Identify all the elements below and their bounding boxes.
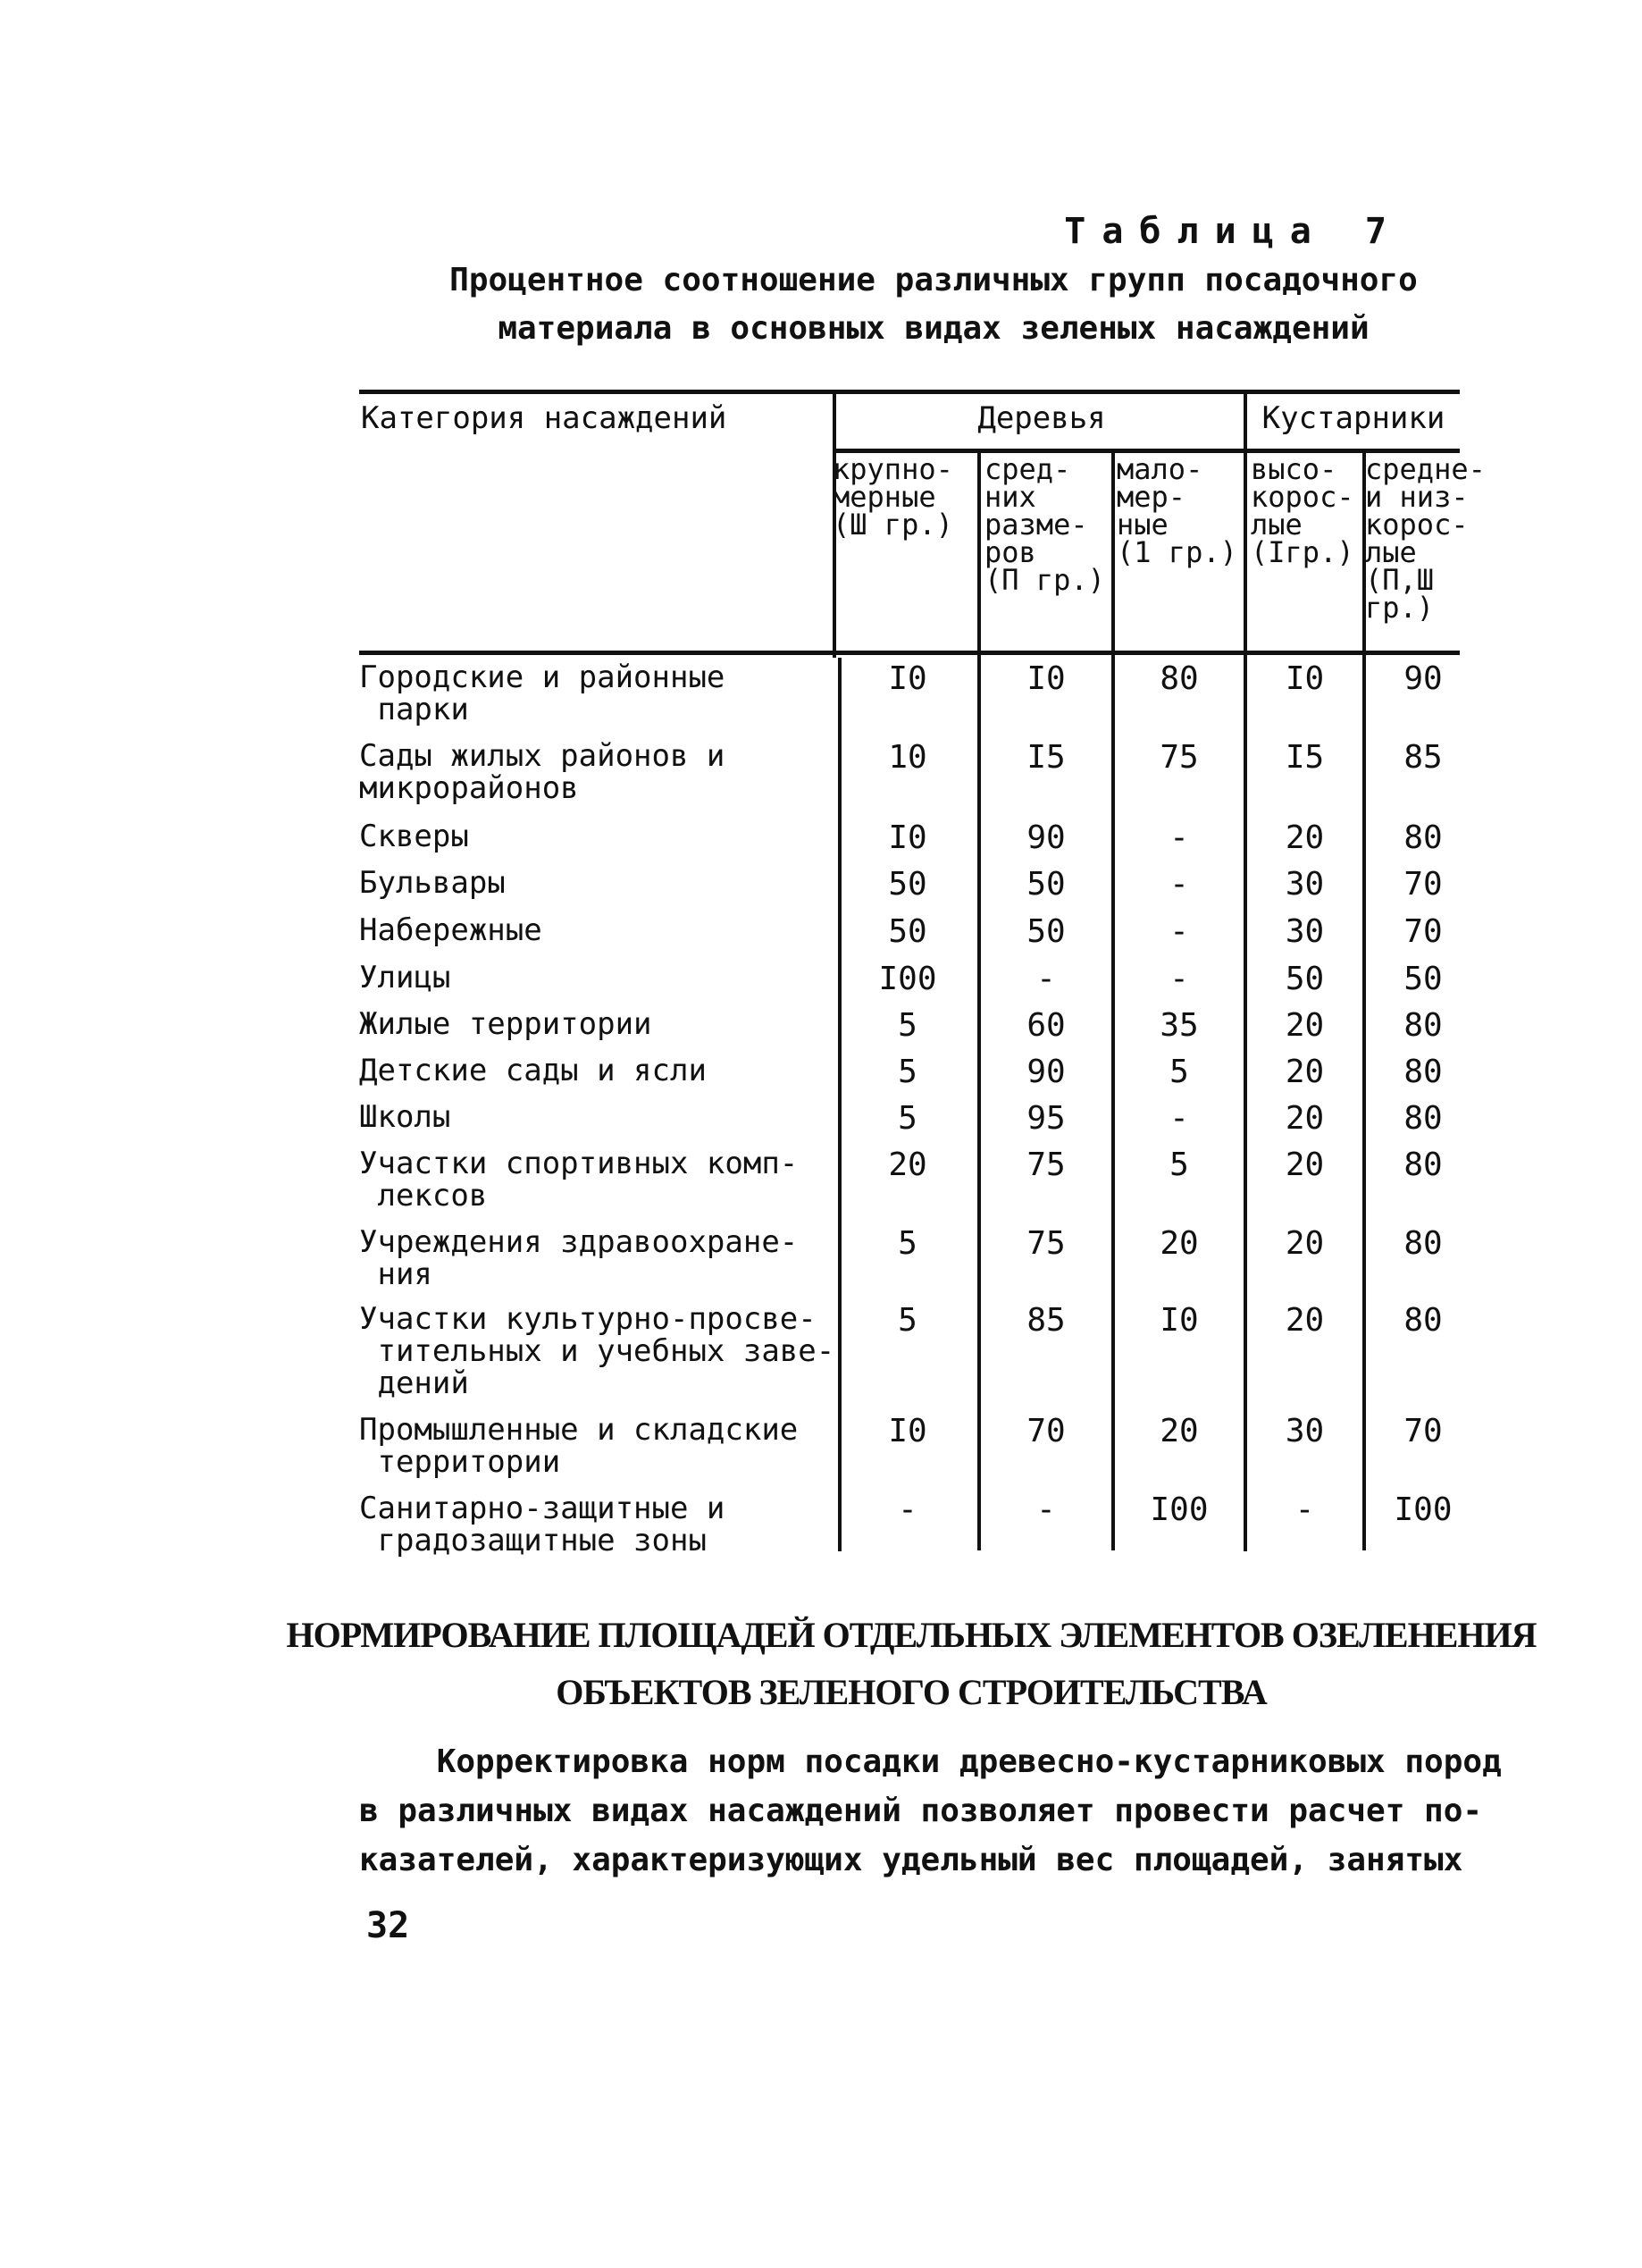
cell-tall-shrubs: 20	[1285, 1054, 1325, 1090]
cell-medium-trees: I5	[1026, 739, 1066, 776]
cell-tall-shrubs: 20	[1285, 1007, 1325, 1044]
cell-small-trees: 5	[1169, 1054, 1189, 1090]
subheader-tall-shrubs: высо- корос- лые (Iгр.)	[1251, 452, 1354, 569]
cell-large-trees: I0	[888, 819, 927, 856]
cell-low-shrubs: 80	[1403, 1100, 1443, 1137]
cell-low-shrubs: 70	[1403, 866, 1443, 903]
cell-small-trees: -	[1169, 1100, 1189, 1137]
row-category: Участки спортивных комп- лексов	[359, 1146, 799, 1214]
section-heading-line-2: ОБЪЕКТОВ ЗЕЛЕНОГО СТРОИТЕЛЬСТВА	[556, 1672, 1267, 1712]
subheader-medium-low-shrubs: средне- и низ- корос- лые (П,Ш гр.)	[1365, 452, 1486, 625]
cell-small-trees: 35	[1160, 1007, 1199, 1044]
cell-medium-trees: 50	[1026, 866, 1066, 903]
row-category: Набережные	[359, 912, 542, 948]
cell-low-shrubs: 50	[1403, 961, 1443, 997]
subheader-small-trees: мало- мер- ные (1 гр.)	[1117, 452, 1237, 569]
cell-large-trees: 5	[898, 1054, 917, 1090]
cell-large-trees: 5	[898, 1100, 917, 1137]
cell-small-trees: 80	[1160, 660, 1199, 697]
cell-large-trees: I0	[888, 660, 927, 697]
table-caption-line-1: Процентное соотношение различных групп посадочного	[449, 262, 1418, 298]
cell-medium-trees: 75	[1026, 1147, 1066, 1183]
row-category: Санитарно-защитные и градозащитные зоны	[359, 1491, 725, 1558]
cell-tall-shrubs: 20	[1285, 1147, 1325, 1183]
table-vline-col1	[977, 451, 981, 1550]
cell-small-trees: 20	[1160, 1413, 1199, 1449]
cell-large-trees: 50	[888, 913, 927, 950]
cell-tall-shrubs: 50	[1285, 961, 1325, 997]
cell-low-shrubs: 80	[1403, 1147, 1443, 1183]
cell-low-shrubs: 80	[1403, 1225, 1443, 1262]
table-number: Таблица 7	[1064, 211, 1403, 252]
cell-tall-shrubs: 20	[1285, 1225, 1325, 1262]
table-top-rule	[359, 390, 1460, 394]
cell-medium-trees: 50	[1026, 913, 1066, 950]
cell-small-trees: I00	[1150, 1491, 1209, 1528]
cell-large-trees: 5	[898, 1007, 917, 1044]
cell-small-trees: -	[1169, 961, 1189, 997]
cell-small-trees: -	[1169, 913, 1189, 950]
row-category: Промышленные и складские территории	[359, 1412, 799, 1480]
paragraph-line-2: в различных видах насаждений позволяет провести расчет по-	[359, 1793, 1483, 1829]
cell-large-trees: 5	[898, 1302, 917, 1339]
cell-tall-shrubs: 30	[1285, 913, 1325, 950]
cell-medium-trees: 90	[1026, 1054, 1066, 1090]
cell-low-shrubs: 80	[1403, 1007, 1443, 1044]
cell-low-shrubs: 85	[1403, 739, 1443, 776]
row-category: Сады жилых районов и микрорайонов	[359, 738, 725, 806]
cell-large-trees: -	[898, 1491, 917, 1528]
cell-medium-trees: 85	[1026, 1302, 1066, 1339]
cell-tall-shrubs: I5	[1285, 739, 1325, 776]
table-header-rule	[359, 651, 1460, 655]
row-category: Участки культурно-просве- тительных и учебных заве- дений	[359, 1301, 835, 1401]
cell-medium-trees: 70	[1026, 1413, 1066, 1449]
cell-small-trees: I0	[1160, 1302, 1199, 1339]
cell-low-shrubs: 80	[1403, 819, 1443, 856]
cell-tall-shrubs: 20	[1285, 819, 1325, 856]
table-vline-col2	[1111, 451, 1115, 1550]
table-caption-line-2: материала в основных видах зеленых насаждений	[498, 310, 1370, 347]
row-category: Улицы	[359, 960, 451, 995]
cell-low-shrubs: 90	[1403, 660, 1443, 697]
cell-medium-trees: 95	[1026, 1100, 1066, 1137]
page-number: 32	[366, 1905, 410, 1946]
cell-small-trees: 20	[1160, 1225, 1199, 1262]
subheader-large-trees: крупно- мерные (Ш гр.)	[833, 452, 953, 542]
cell-medium-trees: -	[1036, 1491, 1056, 1528]
row-category: Городские и районные парки	[359, 659, 725, 727]
row-category: Учреждения здравоохране- ния	[359, 1224, 799, 1292]
row-category: Скверы	[359, 819, 469, 854]
row-category: Школы	[359, 1099, 451, 1135]
cell-large-trees: 10	[888, 739, 927, 776]
cell-large-trees: 50	[888, 866, 927, 903]
cell-tall-shrubs: 20	[1285, 1302, 1325, 1339]
cell-tall-shrubs: 30	[1285, 1413, 1325, 1449]
cell-large-trees: I0	[888, 1413, 927, 1449]
cell-low-shrubs: 80	[1403, 1054, 1443, 1090]
cell-large-trees: I00	[878, 961, 937, 997]
row-category: Бульвары	[359, 865, 506, 901]
cell-tall-shrubs: 30	[1285, 866, 1325, 903]
paragraph-line-1: Корректировка норм посадки древесно-кустарниковых пород	[359, 1743, 1502, 1780]
cell-low-shrubs: 70	[1403, 1413, 1443, 1449]
cell-tall-shrubs: -	[1294, 1491, 1315, 1528]
cell-medium-trees: I0	[1026, 660, 1066, 697]
row-category: Детские сады и ясли	[359, 1053, 707, 1088]
cell-medium-trees: 90	[1026, 819, 1066, 856]
cell-low-shrubs: 80	[1403, 1302, 1443, 1339]
cell-medium-trees: 75	[1026, 1225, 1066, 1262]
header-trees: Деревья	[977, 400, 1106, 436]
row-category: Жилые территории	[359, 1006, 652, 1042]
cell-medium-trees: 60	[1026, 1007, 1066, 1044]
cell-tall-shrubs: 20	[1285, 1100, 1325, 1137]
cell-small-trees: -	[1169, 866, 1189, 903]
cell-tall-shrubs: I0	[1285, 660, 1325, 697]
cell-large-trees: 20	[888, 1147, 927, 1183]
section-heading-line-1: НОРМИРОВАНИЕ ПЛОЩАДЕЙ ОТДЕЛЬНЫХ ЭЛЕМЕНТОВ ОЗЕЛЕНЕНИЯ	[286, 1615, 1537, 1655]
paragraph-line-3: казателей, характеризующих удельный вес площадей, занятых	[359, 1842, 1463, 1878]
cell-low-shrubs: 70	[1403, 913, 1443, 950]
cell-small-trees: 75	[1160, 739, 1199, 776]
cell-low-shrubs: I00	[1394, 1491, 1453, 1528]
cell-small-trees: -	[1169, 819, 1189, 856]
cell-small-trees: 5	[1169, 1147, 1189, 1183]
cell-large-trees: 5	[898, 1225, 917, 1262]
subheader-medium-trees: сред- них разме- ров (П гр.)	[984, 452, 1105, 597]
header-category: Категория насаждений	[361, 400, 727, 436]
header-shrubs: Кустарники	[1261, 400, 1445, 436]
cell-medium-trees: -	[1036, 961, 1056, 997]
